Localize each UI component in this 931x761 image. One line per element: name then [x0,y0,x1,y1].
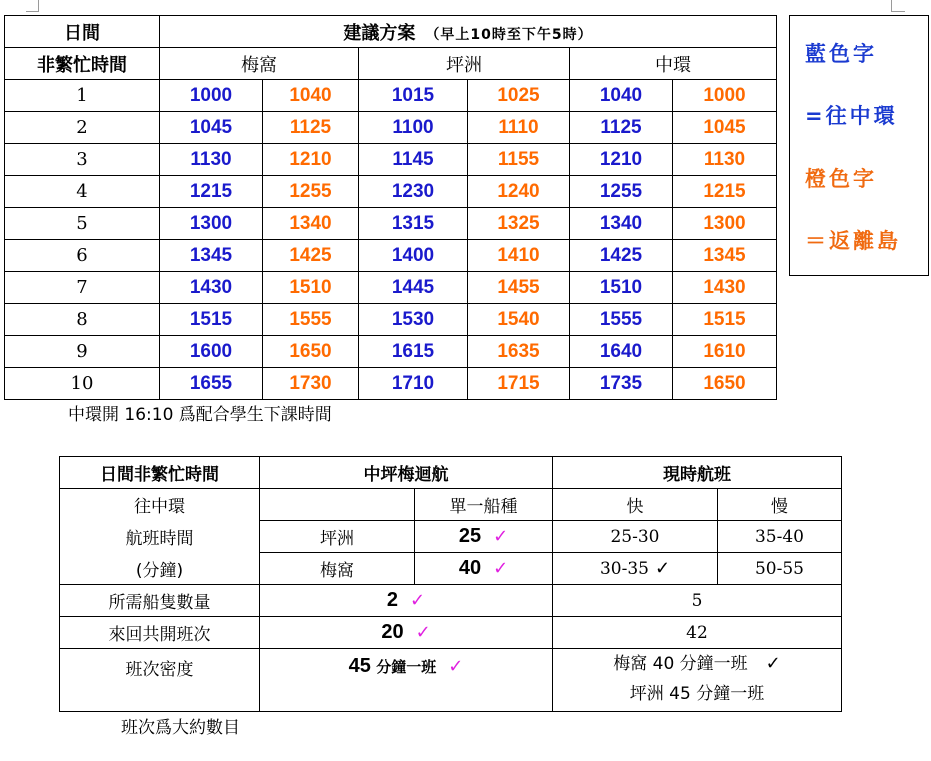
departure-to-islands: 1455 [468,272,570,304]
legend-orange-meaning: ＝返離島 [805,229,901,253]
check-icon: ✓ [493,558,509,579]
timetable-rows [5,80,777,400]
trip-number: 7 [5,272,160,304]
legend-blue-meaning: =往中環 [805,104,898,128]
departure-to-islands: 1730 [263,368,359,400]
departure-to-islands: 1650 [673,368,777,400]
departure-to-central: 1430 [160,272,263,304]
trips-new: 20 ✓ [260,617,553,649]
trips-current: 42 [553,617,842,649]
departure-to-central: 1040 [570,80,673,112]
label-minutes: (分鐘) [60,553,260,585]
peng-chau-slow: 35-40 [718,521,842,553]
check-icon: ✓ [765,653,781,674]
label-to-central: 往中環 [60,489,260,521]
trip-number: 6 [5,240,160,272]
departure-to-islands: 1610 [673,336,777,368]
compare-header-new-route: 中坪梅迴航 [260,457,553,489]
departure-to-islands: 1130 [673,144,777,176]
departure-to-islands: 1025 [468,80,570,112]
departure-to-central: 1255 [570,176,673,208]
departure-to-central: 1615 [359,336,468,368]
departure-to-islands: 1510 [263,272,359,304]
departure-to-central: 1125 [570,112,673,144]
check-icon: ✓ [415,622,431,643]
timetable-row [5,240,777,272]
label-round-trips: 來回共開班次 [60,617,260,649]
departure-to-central: 1655 [160,368,263,400]
departure-to-central: 1710 [359,368,468,400]
departure-to-central: 1130 [160,144,263,176]
departure-to-central: 1000 [160,80,263,112]
mui-wo-fast: 30-35 ✓ [553,553,718,585]
departure-to-islands: 1515 [673,304,777,336]
departure-to-islands: 1155 [468,144,570,176]
departure-to-central: 1445 [359,272,468,304]
departure-to-islands: 1410 [468,240,570,272]
trip-number: 8 [5,304,160,336]
label-frequency: 班次密度 [60,649,260,712]
empty-cell [260,489,415,521]
timetable-row [5,80,777,112]
departure-to-central: 1045 [160,112,263,144]
check-icon: ✓ [410,590,426,611]
vessels-new: 2 ✓ [260,585,553,617]
frequency-mui-wo: 梅窩 40 分鐘一班 [613,654,748,674]
label-single-vessel-type: 單一船種 [415,489,553,521]
departure-to-central: 1145 [359,144,468,176]
departure-to-islands: 1340 [263,208,359,240]
check-icon: ✓ [448,656,464,677]
departure-to-central: 1400 [359,240,468,272]
departure-to-central: 1210 [570,144,673,176]
timetable-row [5,144,777,176]
departure-to-central: 1530 [359,304,468,336]
peng-chau-fast: 25-30 [553,521,718,553]
departure-to-central: 1345 [160,240,263,272]
departure-to-islands: 1425 [263,240,359,272]
departure-to-central: 1100 [359,112,468,144]
central-departure-note: 中環開 16:10 爲配合學生下課時間 [68,405,332,425]
departure-to-islands: 1540 [468,304,570,336]
departure-to-islands: 1430 [673,272,777,304]
departure-to-islands: 1000 [673,80,777,112]
departure-to-islands: 1715 [468,368,570,400]
vessels-current: 5 [553,585,842,617]
timetable-row [5,304,777,336]
check-icon: ✓ [493,526,509,547]
frequency-new: 45 分鐘一班 ✓ [260,649,553,712]
proposal-title-cell [160,16,777,48]
trip-number: 2 [5,112,160,144]
label-peng-chau: 坪洲 [260,521,415,553]
proposal-title: 建議方案 [343,22,416,44]
departure-to-central: 1555 [570,304,673,336]
station-central: 中環 [570,48,777,80]
mui-wo-new-time: 40 ✓ [415,553,553,585]
timetable-row [5,176,777,208]
header-daytime: 日間 [5,16,160,48]
timetable-row [5,336,777,368]
departure-to-islands: 1300 [673,208,777,240]
departure-to-central: 1215 [160,176,263,208]
trip-number: 4 [5,176,160,208]
departure-to-central: 1510 [570,272,673,304]
color-legend [789,15,929,276]
proposal-hours-note: （早上10時至下午5時） [425,26,593,43]
departure-to-central: 1315 [359,208,468,240]
departure-to-islands: 1125 [263,112,359,144]
trip-number: 10 [5,368,160,400]
page-corner-mark-left-h [26,11,39,12]
departure-to-central: 1425 [570,240,673,272]
compare-header-offpeak: 日間非繁忙時間 [60,457,260,489]
departure-to-islands: 1650 [263,336,359,368]
timetable-row [5,112,777,144]
mui-wo-slow: 50-55 [718,553,842,585]
departure-to-central: 1015 [359,80,468,112]
departure-to-islands: 1210 [263,144,359,176]
departure-to-central: 1230 [359,176,468,208]
header-off-peak: 非繁忙時間 [5,48,160,80]
label-mui-wo: 梅窩 [260,553,415,585]
label-vessels-needed: 所需船隻數量 [60,585,260,617]
compare-header-current: 現時航班 [553,457,842,489]
peng-chau-new-time: 25 ✓ [415,521,553,553]
timetable-row [5,368,777,400]
legend-blue-label: 藍色字 [805,42,877,66]
trip-number: 5 [5,208,160,240]
departure-to-islands: 1215 [673,176,777,208]
departure-to-islands: 1110 [468,112,570,144]
departure-to-central: 1640 [570,336,673,368]
departure-to-central: 1300 [160,208,263,240]
station-mui-wo: 梅窩 [160,48,359,80]
trip-number: 3 [5,144,160,176]
approximate-note: 班次爲大約數目 [121,718,240,738]
comparison-table [59,456,842,712]
departure-to-islands: 1240 [468,176,570,208]
departure-to-islands: 1325 [468,208,570,240]
check-icon: ✓ [654,558,671,579]
trip-number: 1 [5,80,160,112]
departure-to-islands: 1255 [263,176,359,208]
page-corner-mark-right-h [891,11,905,12]
timetable-row [5,272,777,304]
timetable-row [5,208,777,240]
label-sailing-time: 航班時間 [60,521,260,553]
trip-number: 9 [5,336,160,368]
label-slow: 慢 [718,489,842,521]
departure-to-islands: 1040 [263,80,359,112]
departure-to-central: 1340 [570,208,673,240]
frequency-peng-chau: 坪洲 45 分鐘一班 [629,684,765,704]
departure-to-central: 1600 [160,336,263,368]
departure-to-islands: 1555 [263,304,359,336]
departure-to-islands: 1635 [468,336,570,368]
label-fast: 快 [553,489,718,521]
proposed-timetable [4,15,777,400]
departure-to-islands: 1345 [673,240,777,272]
departure-to-islands: 1045 [673,112,777,144]
departure-to-central: 1735 [570,368,673,400]
legend-orange-label: 橙色字 [805,167,877,191]
frequency-current [553,649,842,712]
station-peng-chau: 坪洲 [359,48,570,80]
departure-to-central: 1515 [160,304,263,336]
